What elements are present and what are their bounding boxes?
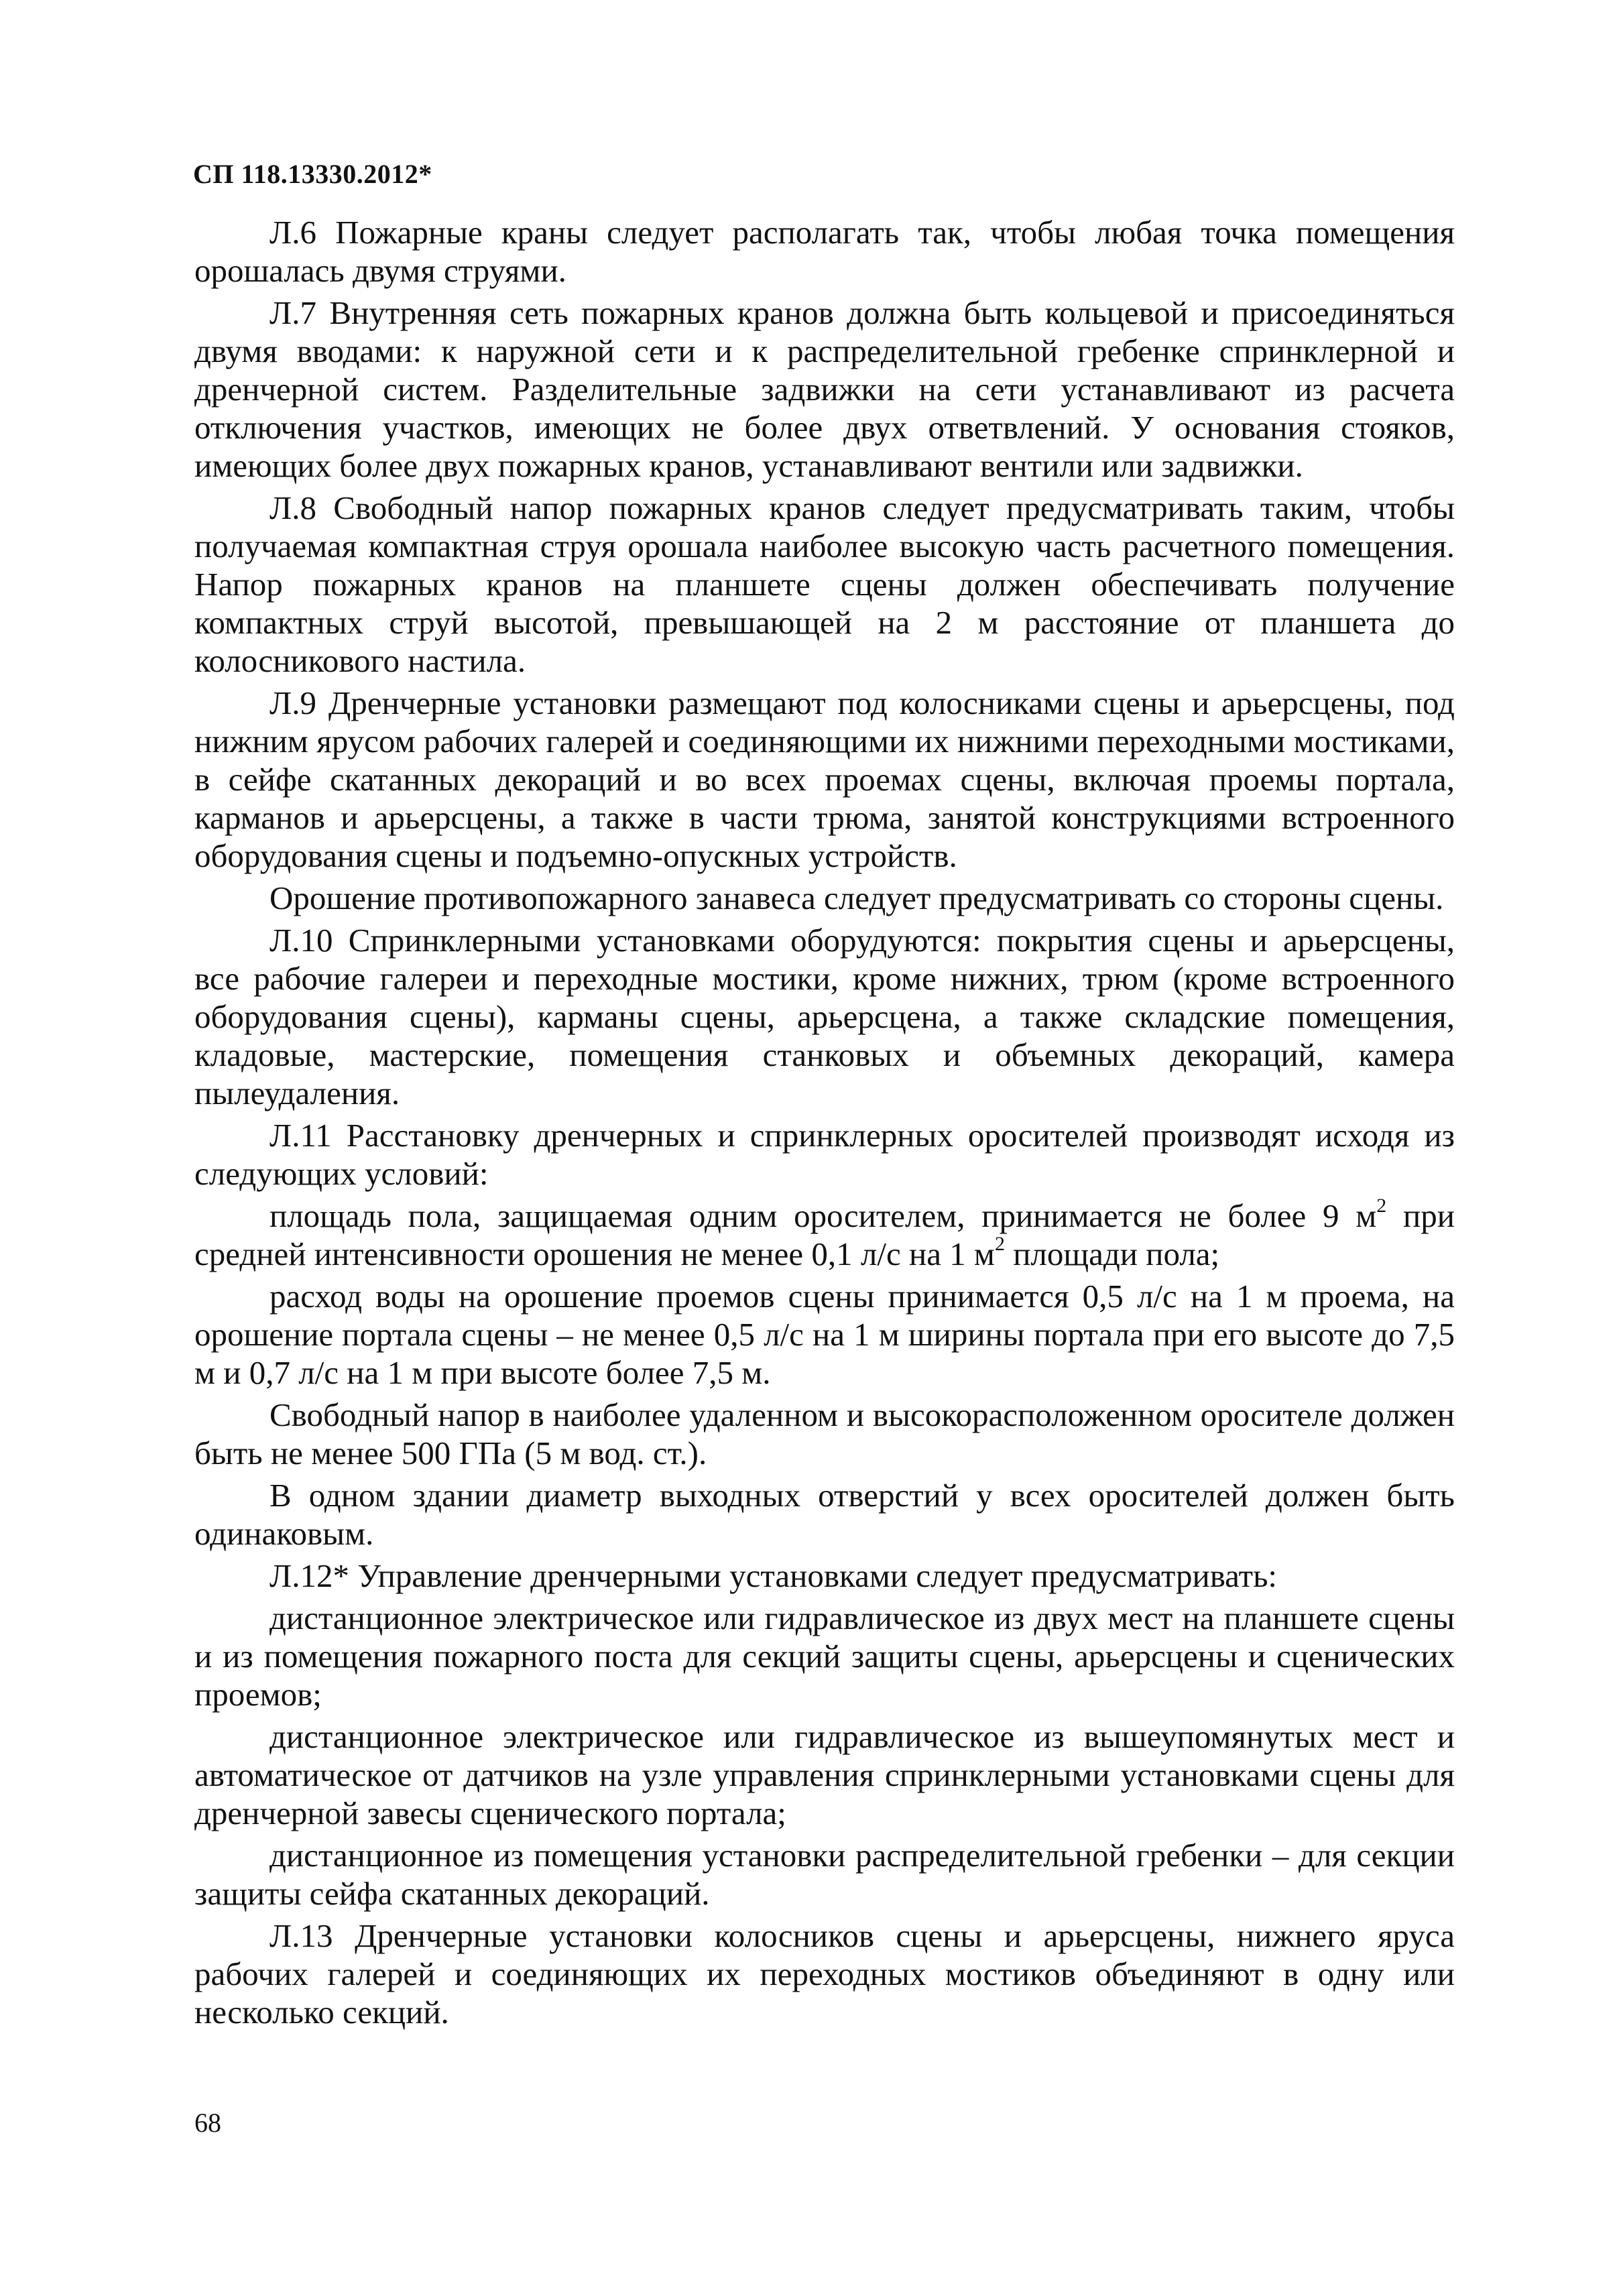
page-number: 68 (194, 2108, 221, 2138)
paragraph-l9: Л.9 Дренчерные установки размещают под колосниками сцены и арьерсцены, под нижним ярусом рабочих галерей и соединяющими их нижними переходными мостиками, в сейфе скатанных декораций и во всех проемах сцены, включая проемы портала, карманов и арьерсцены, а также в части трюма, занятой конструкциями встроенного оборудования сцены и подъемно-опускных устройств. (194, 684, 1455, 874)
paragraph-floor-area (194, 1197, 1455, 1273)
paragraph-l7: Л.7 Внутренняя сеть пожарных кранов должна быть кольцевой и присоединяться двумя вводами: к наружной сети и к распределительной гребенке спринклерной и дренчерной систем. Разделительные задвижки на сети устанавливают из расчета отключения участков, имеющих не более двух ответвлений. У основания стояков, имеющих более двух пожарных кранов, устанавливают вентили или задвижки. (194, 294, 1455, 484)
paragraph-l12: Л.12* Управление дренчерными установками следует предусматривать: (269, 1557, 1278, 1594)
paragraph-control-automatic: дистанционное электрическое или гидравлическое из вышеупомянутых мест и автоматическое от датчиков на узле управления спринклерными установками сцены для дренчерной завесы сценического портала; (194, 1718, 1455, 1831)
floor-area-text-2: при средней интенсивности орошения не менее 0,1 л/с на 1 м (194, 1197, 1455, 1272)
paragraph-l10: Л.10 Спринклерными установками оборудуются: покрытия сцены и арьерсцены, все рабочие галереи и переходные мостики, кроме нижних, трюм (кроме встроенного оборудования сцены), карманы сцены, арьерсцена, а также складские помещения, кладовые, мастерские, помещения станковых и объемных декораций, камера пылеудаления. (194, 922, 1455, 1111)
paragraph-control-distribution-comb: дистанционное из помещения установки распределительной гребенки – для секции защиты сейфа скатанных декораций. (194, 1837, 1455, 1912)
paragraph-l11: Л.11 Расстановку дренчерных и спринклерных оросителей производят исходя из следующих условий: (194, 1117, 1455, 1192)
floor-area-text-1: площадь пола, защищаемая одним оросителем, принимается не более 9 м (269, 1197, 1377, 1234)
paragraph-curtain-irrigation: Орошение противопожарного занавеса следует предусматривать со стороны сцены. (269, 880, 1444, 916)
paragraph-l13: Л.13 Дренчерные установки колосников сцены и арьерсцены, нижнего яруса рабочих галерей и соединяющих их переходных мостиков объединяют в одну или несколько секций. (194, 1917, 1455, 2031)
paragraph-nozzle-diameter: В одном здании диаметр выходных отверстий у всех оросителей должен быть одинаковым. (194, 1477, 1455, 1552)
document-code-header: СП 118.13330.2012* (193, 159, 432, 189)
paragraph-free-pressure: Свободный напор в наиболее удаленном и высокорасположенном оросителе должен быть не менее 500 ГПа (5 м вод. ст.). (194, 1396, 1455, 1471)
document-body (194, 213, 1455, 2035)
floor-area-text-3: площади пола; (1004, 1235, 1220, 1272)
paragraph-control-remote-two-places: дистанционное электрическое или гидравлическое из двух мест на планшете сцены и из помещения пожарного поста для секций защиты сцены, арьерсцены и сценических проемов; (194, 1599, 1455, 1713)
floor-area-superscript-2: 2 (994, 1233, 1005, 1255)
paragraph-l8: Л.8 Свободный напор пожарных кранов следует предусматривать таким, чтобы получаемая компактная струя орошала наиболее высокую часть расчетного помещения. Напор пожарных кранов на планшете сцены должен обеспечивать получение компактных струй высотой, превышающей на 2 м расстояние от планшета до колосникового настила. (194, 489, 1455, 679)
paragraph-water-flow: расход воды на орошение проемов сцены принимается 0,5 л/с на 1 м проема, на орошение портала сцены – не менее 0,5 л/с на 1 м ширины портала при его высоте до 7,5 м и 0,7 л/с на 1 м при высоте более 7,5 м. (194, 1278, 1455, 1391)
paragraph-l6: Л.6 Пожарные краны следует располагать так, чтобы любая точка помещения орошалась двумя струями. (194, 214, 1455, 289)
floor-area-superscript-1: 2 (1376, 1195, 1387, 1217)
